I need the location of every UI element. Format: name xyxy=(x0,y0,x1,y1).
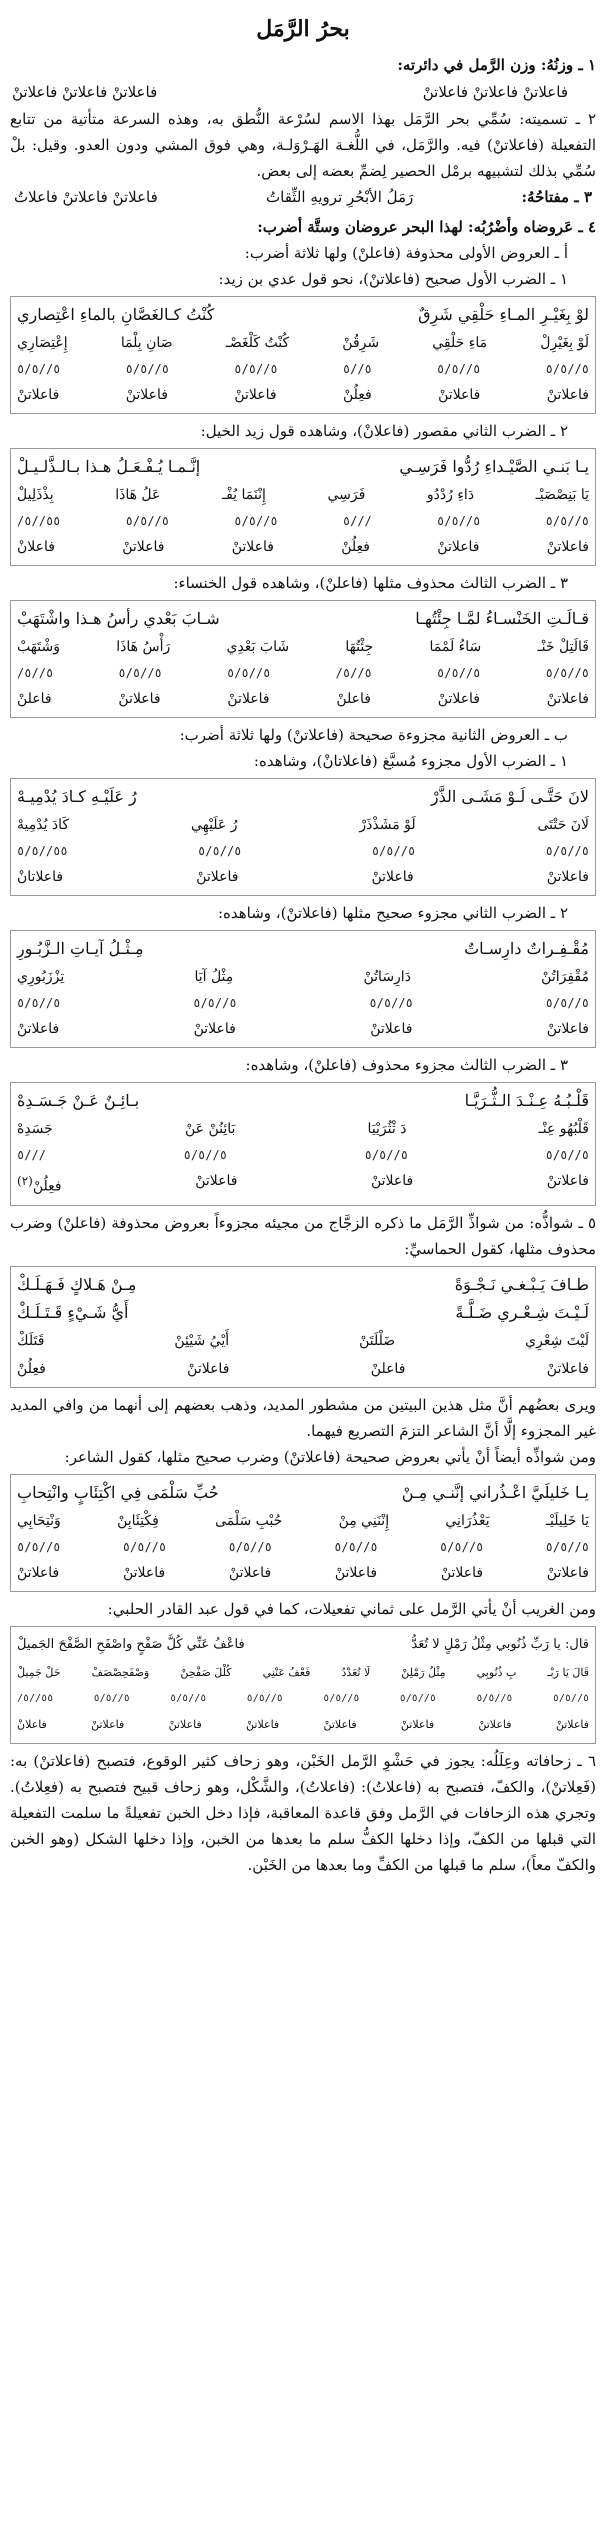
footnote-marker: (٢) xyxy=(17,1174,33,1188)
verse-7 xyxy=(10,1266,596,1388)
scansion-mark: ٥٥//٥/ xyxy=(17,514,61,528)
meter-foot: فاعلاتنْ xyxy=(440,1564,484,1581)
scansion-mark: ٥//٥/٥ xyxy=(227,666,271,680)
s4-b2: ٢ ـ الضرب الثاني مقصور (فاعلانْ)، وشاهده قول زيد الخيل: xyxy=(200,422,568,440)
verse-scansion xyxy=(17,1143,589,1167)
verse-scansion xyxy=(17,839,589,863)
prosodic-foot: شَابَ بَعْدِي xyxy=(226,639,290,655)
verse-1 xyxy=(10,296,596,414)
prosodic-foot: كَادَ يُدْمِيهْ xyxy=(17,817,70,833)
s5-paragraph-4: ومن الغريب أنْ يأتي الرَّمل على ثماني تفعيلات، كما في قول عبد القادر الحلبي: xyxy=(107,1599,596,1618)
scansion-mark: ٥//٥/٥ xyxy=(118,666,162,680)
meter-foot: فاعلاتنْ xyxy=(228,1564,272,1581)
prosodic-foot: فَرَسِي xyxy=(327,487,366,503)
verse-meter xyxy=(17,685,589,713)
hemistich-right: لَـيْـتَ شِـعْـري ضَـلَّـةً xyxy=(455,1302,589,1322)
s4-a: أ ـ العروض الأولى محذوفة (فاعلنْ) ولها ثلاثة أضرب: xyxy=(244,244,568,262)
verse-5 xyxy=(10,930,596,1048)
prosodic-foot: حَلْ جَمِيلْ xyxy=(17,1665,61,1679)
hemistich-left: رُ عَلَيْـهِ كـادَ يُدْمِيـهْ xyxy=(17,787,137,806)
meter-foot: فاعلاتنْ xyxy=(370,1021,413,1037)
s1-heading: ١ ـ وزنُهُ: وزن الرَّمل في دائرته: xyxy=(397,56,596,74)
scansion-mark: ٥//٥/٥ xyxy=(369,996,413,1010)
verse-text xyxy=(17,1271,589,1299)
prosodic-foot: رَأْسُ هَاذَا xyxy=(116,639,171,655)
meter-foot: فاعلاتنْ xyxy=(437,691,480,707)
scansion-mark: ٥//٥/٥ xyxy=(437,514,481,528)
hemistich-left: إنَّـمـا يُـفْـعَـلُ هـذا بـالـذَّلـيـلْ xyxy=(17,457,201,476)
verse-text xyxy=(17,453,589,481)
prosodic-foot: دَارِسَاتُنْ xyxy=(363,969,411,985)
meter-foot: فاعلنْ xyxy=(17,691,52,707)
prosodic-foot: ضَلْلَتَنْ xyxy=(359,1332,396,1349)
verse-scansion xyxy=(17,991,589,1015)
scansion-mark: ٥//٥/٥ xyxy=(545,666,589,680)
hemistich-left: حُبِّ سَلْمَى فِي اكْتِئَابٍ وانْتِحابِ xyxy=(17,1482,219,1502)
s4-b3: ٣ ـ الضرب الثالث محذوف مثلها (فاعلنْ)، وشاهده قول الخنساء: xyxy=(173,574,568,592)
hemistich-right: طـافَ يَـبْـغـي نَـجْـوَةً xyxy=(454,1274,589,1294)
verse-scansion xyxy=(17,357,589,381)
prosodic-foot: لَا تُعَدْدُ xyxy=(341,1665,371,1679)
scansion-mark: ٥//٥/٥ xyxy=(545,362,589,376)
scansion-mark: ٥//٥/٥ xyxy=(545,514,589,528)
prosodic-foot: يَا خَلِيلَيْـ xyxy=(545,1512,589,1529)
verse-prosodic xyxy=(17,963,589,991)
hemistich-left: شـابَ بَعْدي رأسُ هـذا واشْتَهَبْ xyxy=(17,609,220,628)
meter-foot: فاعلاتنْ xyxy=(227,691,270,707)
meter-foot: فاعلاتنْ xyxy=(546,1021,589,1037)
s5-paragraph-3: ومن شواذِّه أيضاً أنْ يأتي بعروض صحيحة (فاعلاتنْ) وضرب صحيح مثلها، كقول الشاعر: xyxy=(64,1447,596,1466)
prosodic-foot: مِثْلُ آيَا xyxy=(194,969,234,985)
scansion-mark: ٥//٥/ xyxy=(335,666,372,680)
meter-foot: فاعلاتنْ xyxy=(17,1564,60,1581)
verse-scansion xyxy=(17,509,589,533)
meter-foot: فاعلاتنْ xyxy=(122,1564,166,1581)
prosodic-foot: أَيْيُ شَيْئِنْ xyxy=(174,1332,230,1349)
meter-foot: فاعلاتنْ xyxy=(323,1717,357,1731)
meter-foot: فاعلاتنْ xyxy=(334,1564,378,1581)
scansion-mark: ٥//٥/٥ xyxy=(545,844,589,858)
scansion-mark: ٥//٥/٥ xyxy=(234,362,278,376)
verse-prosodic xyxy=(17,1115,589,1143)
verse-3 xyxy=(10,600,596,718)
prosodic-foot: إِنْنَمَا يُفْـ xyxy=(221,487,266,503)
prosodic-foot: إِعْتِصَارِي xyxy=(17,335,68,351)
verse-meter xyxy=(17,1711,589,1739)
s1-meter-left: فاعلاتنْ فاعلاتنْ فاعلاتنْ xyxy=(12,83,158,101)
verse-4 xyxy=(10,778,596,896)
scansion-mark: ٥//٥/٥ xyxy=(193,996,237,1010)
hemistich-left: أَيُّ شَـيْءٍ قَـتَـلَـكْ xyxy=(17,1302,129,1322)
verse-prosodic xyxy=(17,1327,589,1355)
verse-prosodic xyxy=(17,1659,589,1687)
hemistich-left: مِـثْـلُ آيـاتِ الـزَّبُـورِ xyxy=(17,939,144,958)
hemistich-right: يـا خَليلَيَّ اعْـذُراني إنَّنـي مِـنْ xyxy=(401,1482,589,1502)
meter-foot-text: فعِلُنْ xyxy=(32,1178,62,1195)
meter-foot: فاعلاتنْ xyxy=(195,1173,238,1189)
scansion-mark: ٥//٥/٥ xyxy=(17,362,61,376)
scansion-mark: ٥//٥/٥ xyxy=(125,514,170,528)
scansion-mark: ٥//٥/٥ xyxy=(437,666,481,680)
prosodic-foot: رُ عَلَيْهِي xyxy=(190,817,238,833)
meter-foot: فاعلاتنْ xyxy=(168,1717,202,1731)
prosodic-foot: لَانَ حَتْتَى xyxy=(537,817,589,833)
meter-foot: فاعلاتنْ xyxy=(546,691,589,707)
meter-foot: فاعلاتنْ xyxy=(546,539,589,555)
scansion-mark: ٥//٥/٥ xyxy=(364,1148,408,1162)
prosodic-foot: بِذْذَلِيلْ xyxy=(17,487,54,503)
prosodic-foot: بِ ذُنُوبِي xyxy=(476,1665,517,1679)
scansion-mark: ///٥ xyxy=(342,514,372,528)
s3-key-right: رَمَلُ الأبْحُرِ ترويهِ الثِّقاتُ xyxy=(266,188,414,206)
meter-foot: فاعلاتنْ xyxy=(193,1021,236,1037)
prosodic-foot: جِئْتُهَا xyxy=(345,639,374,655)
prosodic-foot: مَاءِ حَلْقِي xyxy=(432,335,488,351)
verse-scansion xyxy=(17,661,589,685)
verse-6 xyxy=(10,1082,596,1206)
s4-b1: ١ ـ الضرب الأول صحيح (فاعلاتنْ)، نحو قول عدي بن زيد: xyxy=(218,270,568,288)
meter-foot xyxy=(17,1167,62,1201)
scansion-mark: ٥//٥/٥ xyxy=(371,844,416,858)
verse-text xyxy=(17,1299,589,1327)
verse-prosodic xyxy=(17,1507,589,1535)
meter-foot: فاعلنْ xyxy=(370,1360,406,1377)
meter-foot: فاعلاتنْ xyxy=(546,869,589,885)
hemistich-right: يـا بَنـي الصَّيْـداءِ رُدُّوا فَرَسِـي xyxy=(399,457,589,476)
verse-meter xyxy=(17,1015,589,1043)
s1-meter xyxy=(10,78,596,106)
verse-text xyxy=(17,605,589,633)
prosodic-foot: يَعْذُرَانِي xyxy=(445,1512,490,1529)
meter-foot: فاعلاتنْ xyxy=(125,387,168,403)
prosodic-foot: قَالَ يَا رَبْـ xyxy=(547,1665,589,1679)
scansion-mark: ٥//٥/٥ xyxy=(125,362,170,376)
meter-foot: فاعلاتنْ xyxy=(17,387,60,403)
scansion-mark: ٥//٥/٥ xyxy=(228,1539,272,1554)
verse-10 xyxy=(10,1626,596,1744)
scansion-mark: ٥//٥/٥ xyxy=(122,1539,167,1554)
scansion-mark: ٥//٥/ xyxy=(17,666,54,680)
scansion-mark: ٥//٥/٥ xyxy=(552,1692,589,1704)
verse-text xyxy=(17,1087,589,1115)
meter-foot: فاعلاتنْ xyxy=(371,869,414,885)
verse-meter xyxy=(17,381,589,409)
hemistich-right: قـالَـتِ الخَنْسـاءُ لمَّـا جِئْتُهـا xyxy=(415,609,589,628)
verse-prosodic xyxy=(17,811,589,839)
hemistich-left: مِـنْ هَـلاكٍ فَـهَـلَـكْ xyxy=(17,1274,137,1294)
meter-foot: فاعلنْ xyxy=(336,691,371,707)
s3-row xyxy=(10,184,596,210)
prosodic-foot: وَنْتِحَابِي xyxy=(17,1512,61,1529)
meter-foot: فاعلاتنْ xyxy=(122,539,165,555)
meter-foot: فعِلُنْ xyxy=(17,1360,46,1377)
scansion-mark: ٥//٥/٥ xyxy=(246,1692,283,1704)
prosodic-foot: قَتَلَكْ xyxy=(17,1332,45,1349)
prosodic-foot: وَصْفَحِصْصَفْ xyxy=(91,1665,150,1679)
scansion-mark: ٥//٥/٥ xyxy=(545,996,589,1010)
meter-foot: فعِلُنْ xyxy=(341,539,370,555)
s5-paragraph: ٥ ـ شواذُّه: من شواذِّ الرَّمَل ما ذكره الزجَّاج من مجيئه مجزوءاً بعروض محذوفة (فاعلنْ) وضرب محذوف مثلها، كقول الحماسيِّ: xyxy=(10,1213,596,1258)
meter-foot: فاعلاتنْ xyxy=(546,1360,589,1377)
verse-meter xyxy=(17,1167,589,1201)
verse-text xyxy=(17,1479,589,1507)
prosodic-foot: وَشْتَهَبْ xyxy=(17,639,60,655)
scansion-mark: ٥//٥/٥ xyxy=(545,1148,589,1162)
scansion-mark: ٥//٥/٥ xyxy=(437,362,481,376)
scansion-mark: ٥٥//٥/٥ xyxy=(17,844,68,858)
s4-heading: ٤ ـ عَروضاه وأضْرُبُه: لهذا البحر عروضان وستَّة أضرب: xyxy=(257,218,596,236)
meter-foot: فاعلاتنْ xyxy=(231,539,274,555)
prosodic-foot: صَانِ بِلْمَا xyxy=(120,335,173,351)
prosodic-foot: قَالَتِلْ خَنْـ xyxy=(537,639,589,655)
hemistich-left: بـائِـنٌ عَـنْ جَـسَـدِهْ xyxy=(17,1091,140,1110)
scansion-mark: ٥//٥/٥ xyxy=(183,1148,227,1162)
hemistich-right: قَلْـبُـهُ عِـنْـدَ الـثُّـرَيَّـا xyxy=(464,1091,589,1110)
s6-paragraph: ٦ ـ زحافاته وعِلَلُه: يجوز في حَشْوِ الرَّمل الخَبْن، وهو زحاف كثير الوقوع، فتصبح (فاعلاتنْ) به: (فَعِلاتنْ)، والكفّ، فتصبح به (فاعلاتُ): (فاعلاتُ)، والشَّكْل، وهو زحاف قبيح فتصبح به (فعِلاتُ). وتجري هذه الزحافات في الرَّمل وفق قاعدة المعاقبة، فإذا دخل الخبن تفعيلةً ما سلمت التفعيلة التي قبلها من الكفّ، وإذا دخلها الكفُّ سلم ما بعدها من الخبن، وإذا دخلها الشكل (وهو الخبن والكفّ معاً)، سلم ما قبلها من الكفِّ وما بعدها من الخَبْن. xyxy=(10,1751,596,1874)
scansion-mark: ٥//٥/٥ xyxy=(198,844,242,858)
prosodic-foot: شَرِقُنْ xyxy=(342,335,380,351)
meter-foot: فاعلاتنْ xyxy=(438,387,481,403)
scansion-mark: ٥//٥/٥ xyxy=(170,1692,207,1704)
meter-foot: فاعلاتنْ xyxy=(91,1717,125,1731)
prosodic-foot: قَلْبُهُو عِنْـ xyxy=(538,1121,589,1137)
verse-scansion xyxy=(17,1535,589,1559)
meter-foot: فاعلاتنْ xyxy=(370,1173,414,1189)
prosodic-foot: مُقْفِرَاتُنْ xyxy=(541,969,589,985)
prosodic-foot: كُلْلَ صَفْحِنْ xyxy=(180,1665,232,1679)
prosodic-foot: حُبْبِ سَلْمَى xyxy=(215,1512,283,1529)
scansion-mark: ٥//٥/٥ xyxy=(334,1539,378,1554)
meter-foot: فاعلاتنْ xyxy=(437,539,480,555)
hemistich-left: فاعْفُ عَنِّي كُلَّ صَفْحٍ واصْفَحِ الصَّفْحَ الجَميلْ xyxy=(17,1636,245,1652)
meter-foot: فاعلانْ xyxy=(17,539,55,555)
prosodic-foot: عَلُ هَاذَا xyxy=(115,487,161,503)
page-title: بحرُ الرَّمَل xyxy=(256,16,350,42)
s4-b6: ٣ ـ الضرب الثالث مجزوء محذوف (فاعلنْ)، وشاهده: xyxy=(245,1056,568,1074)
verse-text xyxy=(17,1631,589,1659)
hemistich-right: مُقْـفِـراتٌ دارِسـاتٌ xyxy=(464,939,589,958)
verse-prosodic xyxy=(17,329,589,357)
scansion-mark: ٥//٥/٥ xyxy=(93,1692,130,1704)
scansion-mark: ٥//٥/٥ xyxy=(323,1692,360,1704)
prosodic-foot: مِثْلُ رَمْلِنْ xyxy=(401,1665,446,1679)
s1-meter-right: فاعلاتنْ فاعلاتنْ فاعلاتنْ xyxy=(422,83,568,101)
meter-foot: فاعلاتنْ xyxy=(187,1360,230,1377)
verse-meter xyxy=(17,533,589,561)
s2-paragraph: ٢ ـ تسميته: سُمِّي بحر الرَّمَل بهذا الاسم لسُرْعة النُّطق به، وهذه السرعة متأتية من تتابع التفعيلة (فاعلاتنْ) فيه. والرَّمَل، في اللُّغـة الهَـرْوَلـة، وهي فوق المشي ودون العدو. وقيل: بلْ سُمِّي بذلك لتشبيهه برمْل الحصير لِضمِّ بعضه إلى بعض. xyxy=(10,110,596,180)
verse-2 xyxy=(10,448,596,566)
verse-meter xyxy=(17,863,589,891)
prosodic-foot: لَوْ مَشَذْذَرْ xyxy=(359,817,416,833)
meter-foot: فاعلاتانْ xyxy=(17,869,64,885)
scansion-mark: ٥//٥/٥ xyxy=(17,996,61,1010)
scansion-mark: ٥٥//٥/ xyxy=(17,1692,54,1704)
verse-text xyxy=(17,935,589,963)
prosodic-foot: جَسَدِهْ xyxy=(17,1121,53,1137)
prosodic-foot: بَائِنُنْ عَنْ xyxy=(184,1121,236,1137)
scansion-mark: ٥//٥ xyxy=(342,362,372,376)
verse-text xyxy=(17,301,589,329)
prosodic-foot: إِنْنَنِي مِنْ xyxy=(338,1512,390,1529)
meter-foot: فاعلاتنْ xyxy=(546,1173,589,1189)
scansion-mark: ٥//٥/٥ xyxy=(399,1692,436,1704)
meter-foot: فاعلاتنْ xyxy=(17,1021,60,1037)
meter-foot: فاعلاتنْ xyxy=(478,1717,512,1731)
hemistich-right: قال: يا رَبِّ ذُنُوبي مِثْلُ رَمْلٍ لا تُعَدُّ xyxy=(411,1636,589,1652)
prosodic-foot: كُنْتُ كَلْغَصْـ xyxy=(225,335,290,351)
hemistich-right: لوْ بِغَيْـرِ المـاءِ حَلْقِي شَرِقٌ xyxy=(418,305,589,324)
scansion-mark: ///٥ xyxy=(17,1148,46,1162)
meter-foot: فاعلاتنْ xyxy=(196,869,239,885)
scansion-mark: ٥//٥/٥ xyxy=(17,1539,61,1554)
s4-b5: ٢ ـ الضرب الثاني مجزوء صحيح مثلها (فاعلاتنْ)، وشاهده: xyxy=(217,904,568,922)
verse-scansion xyxy=(17,1687,589,1711)
prosodic-foot: تِزْزَبُورِي xyxy=(17,969,65,985)
scansion-mark: ٥//٥/٥ xyxy=(439,1539,484,1554)
meter-foot: فاعلاتنْ xyxy=(546,387,589,403)
verse-prosodic xyxy=(17,481,589,509)
meter-foot: فاعلاتنْ xyxy=(546,1564,589,1581)
s5-paragraph-2: ويرى بعضُهم أنَّ مثل هذين البيتين من مشطور المديد، وذهب بعضهم إلى أنهما من وافي المديد غير المجزوء إلَّا أنَّ الشاعر التزمَ التصريع فيهما. xyxy=(10,1395,596,1440)
hemistich-left: كُنْتُ كـالغَصَّانِ بالماءِ اعْتِصاري xyxy=(17,305,215,324)
scansion-mark: ٥//٥/٥ xyxy=(476,1692,513,1704)
prosodic-foot: سَاءُ لَمْمَا xyxy=(429,639,482,655)
meter-foot: فاعلاتنْ xyxy=(234,387,277,403)
meter-foot: فاعلاتنْ xyxy=(118,691,161,707)
scansion-mark: ٥//٥/٥ xyxy=(545,1539,589,1554)
meter-foot: فاعلاتنْ xyxy=(400,1717,435,1731)
prosodic-foot: يَا بَنِصْصَيْـ xyxy=(535,487,589,503)
prosodic-foot: فَعْفُ عَنْنِي xyxy=(262,1665,311,1679)
verse-meter xyxy=(17,1559,589,1587)
prosodic-foot: لَيْتَ شِعْرِي xyxy=(525,1332,589,1349)
hemistich-right: لانَ حَتَّـى لَـوْ مَشَـى الذَّرْ xyxy=(430,787,589,806)
s4-b4: ١ ـ الضرب الأول مجزوء مُسبَّغ (فاعلاتانْ)، وشاهده: xyxy=(253,752,568,770)
prosodic-foot: لَوْ بِغَيْرِلْ xyxy=(540,335,589,351)
meter-foot: فاعلانْ xyxy=(17,1717,47,1731)
meter-foot: فاعلاتنْ xyxy=(555,1717,589,1731)
verse-meter xyxy=(17,1355,589,1383)
prosodic-foot: فِكْتِئَابِنْ xyxy=(117,1512,159,1529)
verse-9 xyxy=(10,1474,596,1592)
scansion-mark: ٥//٥/٥ xyxy=(234,514,278,528)
verse-text xyxy=(17,783,589,811)
verse-prosodic xyxy=(17,633,589,661)
prosodic-foot: دَاءِ رُدْدُو xyxy=(426,487,475,503)
s4-b: ب ـ العروض الثانية مجزوءة صحيحة (فاعلاتنْ) ولها ثلاثة أضرب: xyxy=(179,726,568,744)
prosodic-foot: دَ ثْثُرَيْيَا xyxy=(367,1121,407,1137)
s3-heading: ٣ ـ مفتاحُهُ: xyxy=(521,188,592,206)
meter-foot: فاعلاتنْ xyxy=(246,1717,280,1731)
meter-foot: فعِلُنْ xyxy=(342,387,372,403)
s3-key-left: فاعلاتنْ فاعلاتنْ فاعلاتُ xyxy=(14,188,158,206)
